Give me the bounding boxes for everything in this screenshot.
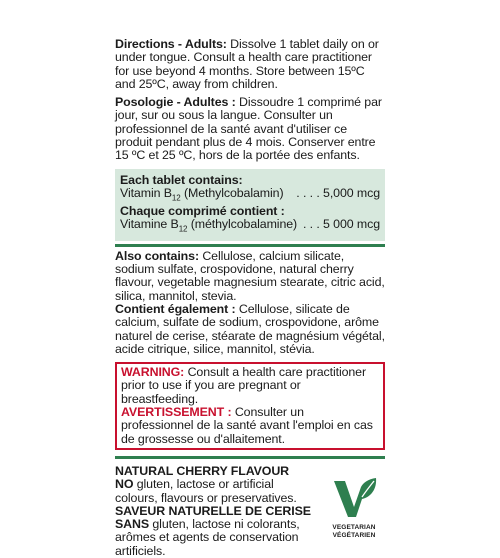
also-en-text: Cellulose, calcium silicate, sodium sulfate, crospovidone, natural cherry flavour, vegetable magnesium stearate, citric acid, silica, mannitol, stevia. [115, 248, 385, 303]
free-from-en-text: gluten, lactose or artificial colours, flavours or preservatives. [115, 477, 297, 505]
warning-en-label: WARNING: [121, 365, 185, 380]
vegetarian-logo [323, 475, 385, 539]
ingredient-fr-form: (méthylcobalamine) [187, 217, 298, 232]
free-from-en-label: NO [115, 477, 134, 492]
ingredient-fr-name [120, 218, 297, 236]
warning-fr [121, 406, 379, 446]
logo-caption-en: VEGETARIAN [332, 524, 376, 532]
directions-fr-text: Dissoudre 1 comprimé par jour, sur ou sous la langue. Consulter un professionnel de la santé avant d'utiliser ce produit pendant plus de 4 mois. Conserver entre 15 ºC et 25 ºC, hors de la portée des enfants. [115, 95, 382, 163]
flavour-fr [115, 505, 315, 518]
free-from-en [115, 478, 315, 505]
ingredients-panel [115, 169, 385, 241]
ingredient-fr-amount: . . . 5 000 mcg [302, 217, 380, 232]
directions-fr [115, 96, 385, 162]
free-from-fr-label: SANS [115, 517, 150, 532]
claims-text [115, 465, 315, 558]
ingredient-en-name [120, 187, 283, 205]
also-contains-fr [115, 303, 385, 356]
warning-box [115, 362, 385, 450]
product-label [115, 38, 385, 558]
directions-fr-label: Posologie - Adultes : [115, 95, 236, 110]
also-contains-en [115, 250, 385, 303]
directions-en [115, 38, 385, 91]
warning-fr-text: Consulter un professionnel de la santé avant l'emploi en cas de grossesse ou d'allaitement. [121, 405, 373, 446]
also-en-label: Also contains: [115, 248, 199, 263]
flavour-fr-text: SAVEUR NATURELLE DE CERISE [115, 503, 311, 518]
green-divider-bottom [115, 456, 385, 459]
flavour-en [115, 465, 315, 478]
directions-en-label: Directions - Adults: [115, 37, 227, 51]
claims-section [115, 465, 385, 558]
warning-en-text: Consult a health care practitioner prior to use if you are pregnant or breastfeeding. [121, 365, 366, 406]
ingredients-en-row [120, 187, 380, 205]
also-fr-text: Cellulose, silicate de calcium, sulfate de sodium, crospovidone, arôme naturel de cerise, stéarate de magnésium végétal, acide citrique, silice, mannitol, stévia. [115, 301, 385, 356]
ingredient-en-subscript: 12 [171, 193, 181, 203]
logo-caption-fr: VÉGÉTARIEN [332, 531, 376, 539]
ingredient-en-base: Vitamin B [120, 185, 172, 200]
warning-fr-label: AVERTISSEMENT : [121, 405, 232, 420]
ingredient-fr-base: Vitamine B [120, 217, 179, 232]
free-from-fr-text: gluten, lactose ni colorants, arômes et agents de conservation artificiels. [115, 517, 300, 558]
leaf-v-icon [328, 475, 380, 521]
ingredients-fr-heading: Chaque comprimé contient : [120, 203, 285, 218]
green-divider [115, 244, 385, 247]
flavour-en-text: NATURAL CHERRY FLAVOUR [115, 463, 290, 478]
ingredients-fr-row [120, 218, 380, 236]
ingredient-en-form: (Methylcobalamin) [180, 185, 284, 200]
warning-en [121, 366, 379, 406]
free-from-fr [115, 518, 315, 558]
ingredient-en-amount: . . . . 5,000 mcg [296, 185, 380, 200]
ingredient-fr-subscript: 12 [178, 224, 188, 234]
directions-en-text: Dissolve 1 tablet daily on or under tongue. Consult a health care practitioner for use beyond 4 months. Store between 15ºC and 25ºC, away from children. [115, 37, 379, 91]
also-fr-label: Contient également : [115, 301, 236, 316]
ingredients-en-heading: Each tablet contains: [120, 172, 243, 187]
